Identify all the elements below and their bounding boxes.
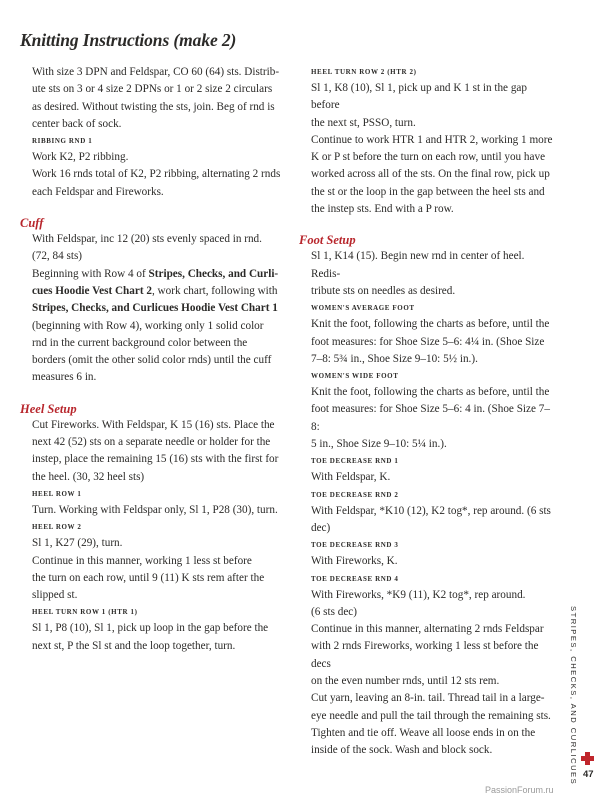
text-line: inside of the sock. Wash and block sock. [311,744,493,757]
text-line: With size 3 DPN and Feldspar, CO 60 (64) sts. Distrib- [32,66,280,78]
ribbing-heading: RIBBING RND 1 [32,137,93,146]
text-line: worked across all of the sts. On the final row, pick up [311,168,550,181]
text-line: ute sts on 3 or 4 size 2 DPNs or 1 or 2 size 2 circulars [32,83,273,96]
chart-reference: cues Hoodie Vest Chart 2 [32,284,152,297]
text-line: the next st, PSSO, turn. [311,116,416,129]
heel-row-2-paragraph [20,535,282,604]
heel-section-title: Heel Setup [20,401,77,416]
text-line: foot measures: for Shoe Size 5–6: 4¼ in. (Shoe Size [311,335,545,348]
text-line: the heel. (30, 32 heel sts) [32,470,145,483]
text-run: Beginning with Row 4 of [32,267,149,280]
page-title: Knitting Instructions (make 2) [20,30,237,50]
average-foot-heading: WOMEN'S AVERAGE FOOT [311,304,415,313]
toe-decrease-4-heading: TOE DECREASE RND 4 [311,574,399,583]
text-line [32,283,282,300]
foot-paragraph [299,248,556,300]
heel-paragraph [20,417,282,486]
left-column [20,64,282,655]
chart-reference: Stripes, Checks, and Curlicues Hoodie Vest Chart 1 [32,302,278,315]
text-line: next st, P the Sl st and the loop together, turn. [32,639,236,652]
text-line: the st or the loop in the gap between the heel sts and [311,185,545,198]
heel-turn-row-2-paragraph [299,80,556,218]
text-line: instep, place the remaining 15 (16) sts with the first for [32,453,279,466]
text-line: the turn on each row, until 9 (11) K sts rem after the [32,571,265,584]
text-line: rnd in the current background color between the [32,336,248,349]
wide-foot-paragraph [299,384,556,453]
text-line: With Feldspar, inc 12 (20) sts evenly spaced in rnd. [32,233,262,246]
text-line: on the even number rnds, until 12 sts rem. [311,675,500,688]
ribbing-paragraph [20,149,282,201]
toe-decrease-3-heading: TOE DECREASE RND 3 [311,541,399,550]
text-line: as desired. Without twisting the sts, join. Beg of rnd is [32,100,275,113]
heel-row-1-heading: HEEL ROW 1 [32,489,82,498]
right-column [299,67,556,760]
book-section-running-title: STRIPES, CHECKS, AND CURLICUES [569,606,578,786]
toe-decrease-1-heading: TOE DECREASE RND 1 [311,457,399,466]
text-line: Tighten and tie off. Weave all loose ends in on the [311,726,536,739]
heel-turn-row-2-heading: HEEL TURN ROW 2 (HTR 2) [311,68,417,76]
intro-paragraph [20,64,282,133]
heel-turn-row-1-heading: HEEL TURN ROW 1 (HTR 1) [32,608,138,617]
heel-turn-row-1-paragraph [20,620,282,655]
text-line: Cut Fireworks. With Feldspar, K 15 (16) sts. Place the [32,418,275,431]
text-line: dec) [311,521,331,534]
text-line: foot measures: for Shoe Size 5–6: 4 in. (Shoe Size 7–8: [311,403,550,433]
heel-row-2-heading: HEEL ROW 2 [32,523,82,532]
toe-decrease-3-paragraph [299,553,556,570]
page-number: 47 [583,769,594,780]
text-line: borders (omit the other solid color rnds) until the cuff [32,354,272,367]
text-line: With Feldspar, *K10 (12), K2 tog*, rep around. (6 sts [311,504,551,517]
red-cross-icon [581,752,594,765]
chart-reference: Stripes, Checks, and Curli- [148,267,279,280]
text-line: K or P st before the turn on each row, until you have [311,151,546,164]
text-run: , work chart, following with [151,284,278,297]
text-line [32,266,282,283]
text-line: with 2 rnds Fireworks, working 1 less st before the decs [311,640,539,670]
watermark: PassionForum.ru [485,785,554,795]
cuff-section-title: Cuff [20,216,44,231]
text-line: each Feldspar and Fireworks. [32,185,164,198]
text-line: With Feldspar, K. [311,471,391,484]
text-line: Sl 1, K14 (15). Begin new rnd in center of heel. Redis- [311,250,525,280]
text-line: the instep sts. End with a P row. [311,203,454,216]
text-line: Turn. Working with Feldspar only, Sl 1, P28 (30), turn. [32,503,278,516]
text-line: Work 16 rnds total of K2, P2 ribbing, alternating 2 rnds [32,168,281,181]
text-line: next 42 (52) sts on a separate needle or holder for the [32,436,271,449]
average-foot-paragraph [299,316,556,368]
text-line: With Fireworks, *K9 (11), K2 tog*, rep around. [311,588,526,601]
toe-decrease-4-paragraph [299,587,556,760]
text-line: measures 6 in. [32,371,97,384]
text-line: (6 sts dec) [311,605,357,618]
toe-decrease-1-paragraph [299,469,556,486]
wide-foot-heading: WOMEN'S WIDE FOOT [311,372,399,381]
text-line: Knit the foot, following the charts as before, until the [311,386,550,399]
heel-row-1-paragraph [20,502,282,519]
foot-section-title: Foot Setup [299,233,356,248]
text-line: Knit the foot, following the charts as before, until the [311,318,550,331]
text-line: slipped st. [32,589,78,602]
text-line: 5 in., Shoe Size 9–10: 5¼ in.). [311,438,447,451]
text-line: Continue to work HTR 1 and HTR 2, working 1 more [311,133,553,146]
text-line: Sl 1, K8 (10), Sl 1, pick up and K 1 st in the gap before [311,82,527,112]
text-line: 7–8: 5¾ in., Shoe Size 9–10: 5½ in.). [311,352,478,365]
toe-decrease-2-paragraph [299,503,556,538]
toe-decrease-2-heading: TOE DECREASE RND 2 [311,490,399,499]
text-line: (beginning with Row 4), working only 1 solid color [32,319,264,332]
text-line: With Fireworks, K. [311,555,398,568]
text-line: Continue in this manner, alternating 2 rnds Feldspar [311,623,544,636]
text-line: eye needle and pull the tail through the remaining sts. [311,709,551,722]
text-line: Continue in this manner, working 1 less st before [32,554,252,567]
text-line: Cut yarn, leaving an 8-in. tail. Thread tail in a large- [311,692,545,705]
text-line: Sl 1, K27 (29), turn. [32,537,123,550]
text-line: center back of sock. [32,117,122,130]
text-line: Work K2, P2 ribbing. [32,151,129,164]
cuff-paragraph [20,231,282,387]
text-line: Sl 1, P8 (10), Sl 1, pick up loop in the gap before the [32,622,269,635]
text-line: tribute sts on needles as desired. [311,284,456,297]
text-line: (72, 84 sts) [32,250,83,263]
